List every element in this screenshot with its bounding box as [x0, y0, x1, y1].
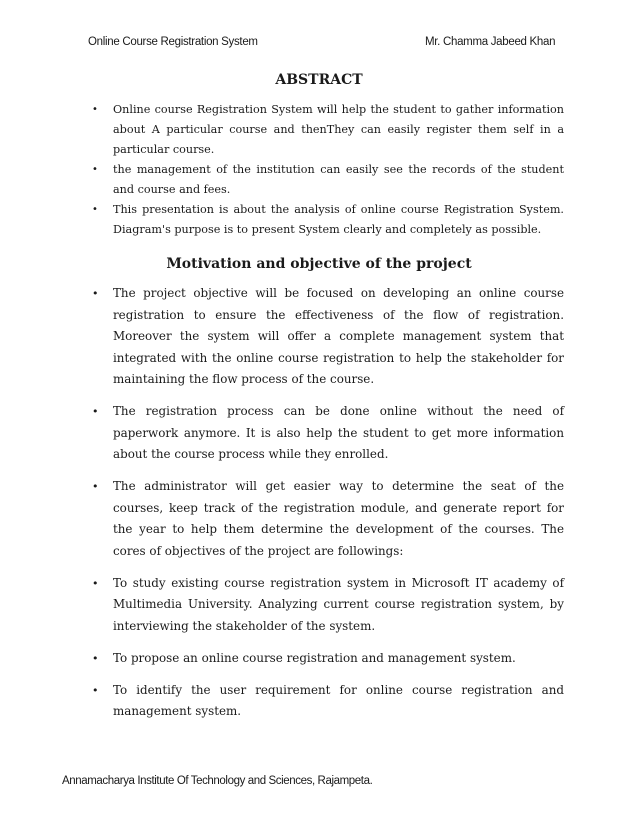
bullet-icon: •	[92, 287, 99, 300]
list-item-text: To study existing course registration system in Microsoft IT academy of Multimedia University. Analyzing current course registration system, by interviewing the stakeholder of the system.	[113, 575, 564, 633]
bullet-icon: •	[92, 204, 98, 215]
bullet-icon: •	[92, 480, 99, 493]
bullet-icon: •	[92, 164, 98, 175]
list-item	[0, 476, 638, 562]
list-item-text: the management of the institution can easily see the records of the student and course and fees.	[113, 163, 564, 196]
list-item-text: The administrator will get easier way to determine the seat of the courses, keep track of the registration module, and generate report for the year to help them determine the development of the courses. The cores of objectives of the project are followings:	[113, 479, 564, 558]
abstract-list	[0, 100, 638, 240]
list-item	[0, 200, 638, 240]
list-item	[0, 160, 638, 200]
header-title: Online Course Registration System	[88, 36, 258, 48]
abstract-heading: ABSTRACT	[275, 72, 363, 88]
list-item	[0, 401, 638, 466]
page-header	[0, 36, 638, 52]
bullet-icon: •	[92, 683, 99, 697]
list-item-text: The project objective will be focused on developing an online course registration to ensure the effectiveness of the flow of registration. Moreover the system will offer a complete management system that integrated with the online course registration to help the stakeholder for maintaining the flow process of the course.	[113, 286, 564, 386]
list-item-text: To identify the user requirement for online course registration and management system.	[113, 682, 564, 718]
list-item-text: The registration process can be done online without the need of paperwork anymore. It is also help the student to get more information about the course process while they enrolled.	[113, 404, 564, 461]
page-footer: Annamacharya Institute Of Technology and Sciences, Rajampeta.	[62, 775, 373, 787]
list-item-text: This presentation is about the analysis of online course Registration System. Diagram's purpose is to present System clearly and completely as possible.	[113, 203, 564, 236]
list-item	[0, 648, 638, 670]
bullet-icon: •	[92, 651, 99, 665]
bullet-icon: •	[92, 576, 99, 590]
bullet-icon: •	[92, 104, 98, 115]
list-item	[0, 100, 638, 160]
list-item	[0, 680, 638, 723]
list-item-text: To propose an online course registration and management system.	[113, 650, 516, 665]
list-item	[0, 573, 638, 638]
motivation-heading: Motivation and objective of the project	[166, 256, 472, 272]
list-item	[0, 283, 638, 391]
bullet-icon: •	[92, 405, 99, 418]
list-item-text: Online course Registration System will help the student to gather information about A particular course and thenThey can easily register them self in a particular course.	[113, 103, 564, 156]
header-author: Mr. Chamma Jabeed Khan	[425, 36, 556, 48]
motivation-list	[0, 283, 638, 733]
